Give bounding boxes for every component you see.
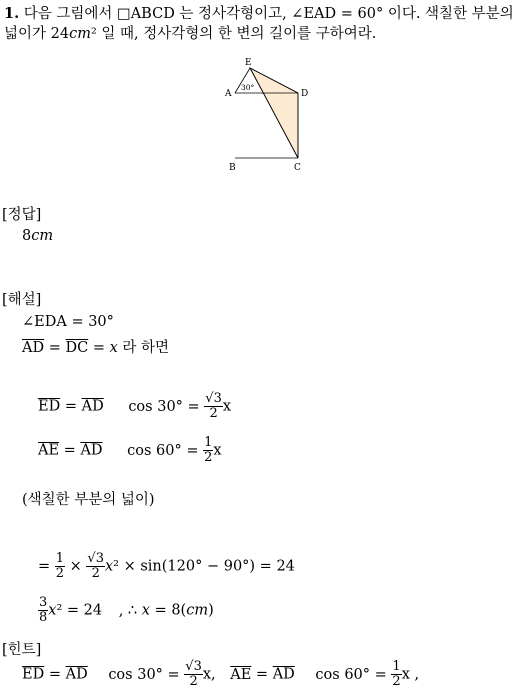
solution-eq-1: $\overline{ED} = \overline{AD}$ cos 30° = $\frac{√3}{2}$ x [38, 391, 232, 421]
solution-eq-3: = $\frac{1}{2}$ × $\frac{√3}{2}$ x² × sin(120° − 90°) = 24 [38, 551, 295, 581]
solution-line-1: ∠EDA = 30° [22, 314, 114, 330]
label-e: E [245, 58, 252, 68]
problem-line-2: 넓이가 24cm² 일 때, 정사각형의 한 변의 길이를 구하여라. [4, 26, 377, 42]
answer-value: 8cm [22, 228, 54, 244]
label-c: C [294, 163, 301, 173]
area-label: (색칠한 부분의 넓이) [22, 492, 155, 508]
label-a: A [225, 89, 232, 99]
problem-line-1 [4, 2, 514, 23]
solution-header: [해설] [2, 292, 42, 308]
problem-text-1: 다음 그림에서 □ABCD 는 정사각형이고, ∠EAD = 60° 이다. 색칠한 부분의 [23, 6, 514, 22]
solution-eq-4: $\frac{3}{8}$ x² = 24 , ∴ x = 8(cm) [39, 595, 214, 625]
label-b: B [229, 163, 236, 173]
hint-header: [힌트] [2, 642, 42, 658]
label-angle: 30° [241, 83, 255, 92]
problem-number: 1. [4, 5, 20, 22]
solution-line-2: $\overline{AD} = \overline{DC} = x$ 라 하면 [22, 340, 170, 356]
solution-eq-2: $\overline{AE} = \overline{AD}$ cos 60° = $\frac{1}{2}$ x [38, 435, 222, 465]
square-figure [222, 54, 314, 176]
hint-line: $\overline{ED} = \overline{AD}$ cos 30° = $\frac{√3}{2}$ x, $\overline{AE} = \overline{AD}$ cos 60° = $\frac{1}{2}$ x , [22, 659, 420, 689]
label-d: D [301, 89, 309, 99]
answer-header: [정답] [2, 207, 42, 223]
